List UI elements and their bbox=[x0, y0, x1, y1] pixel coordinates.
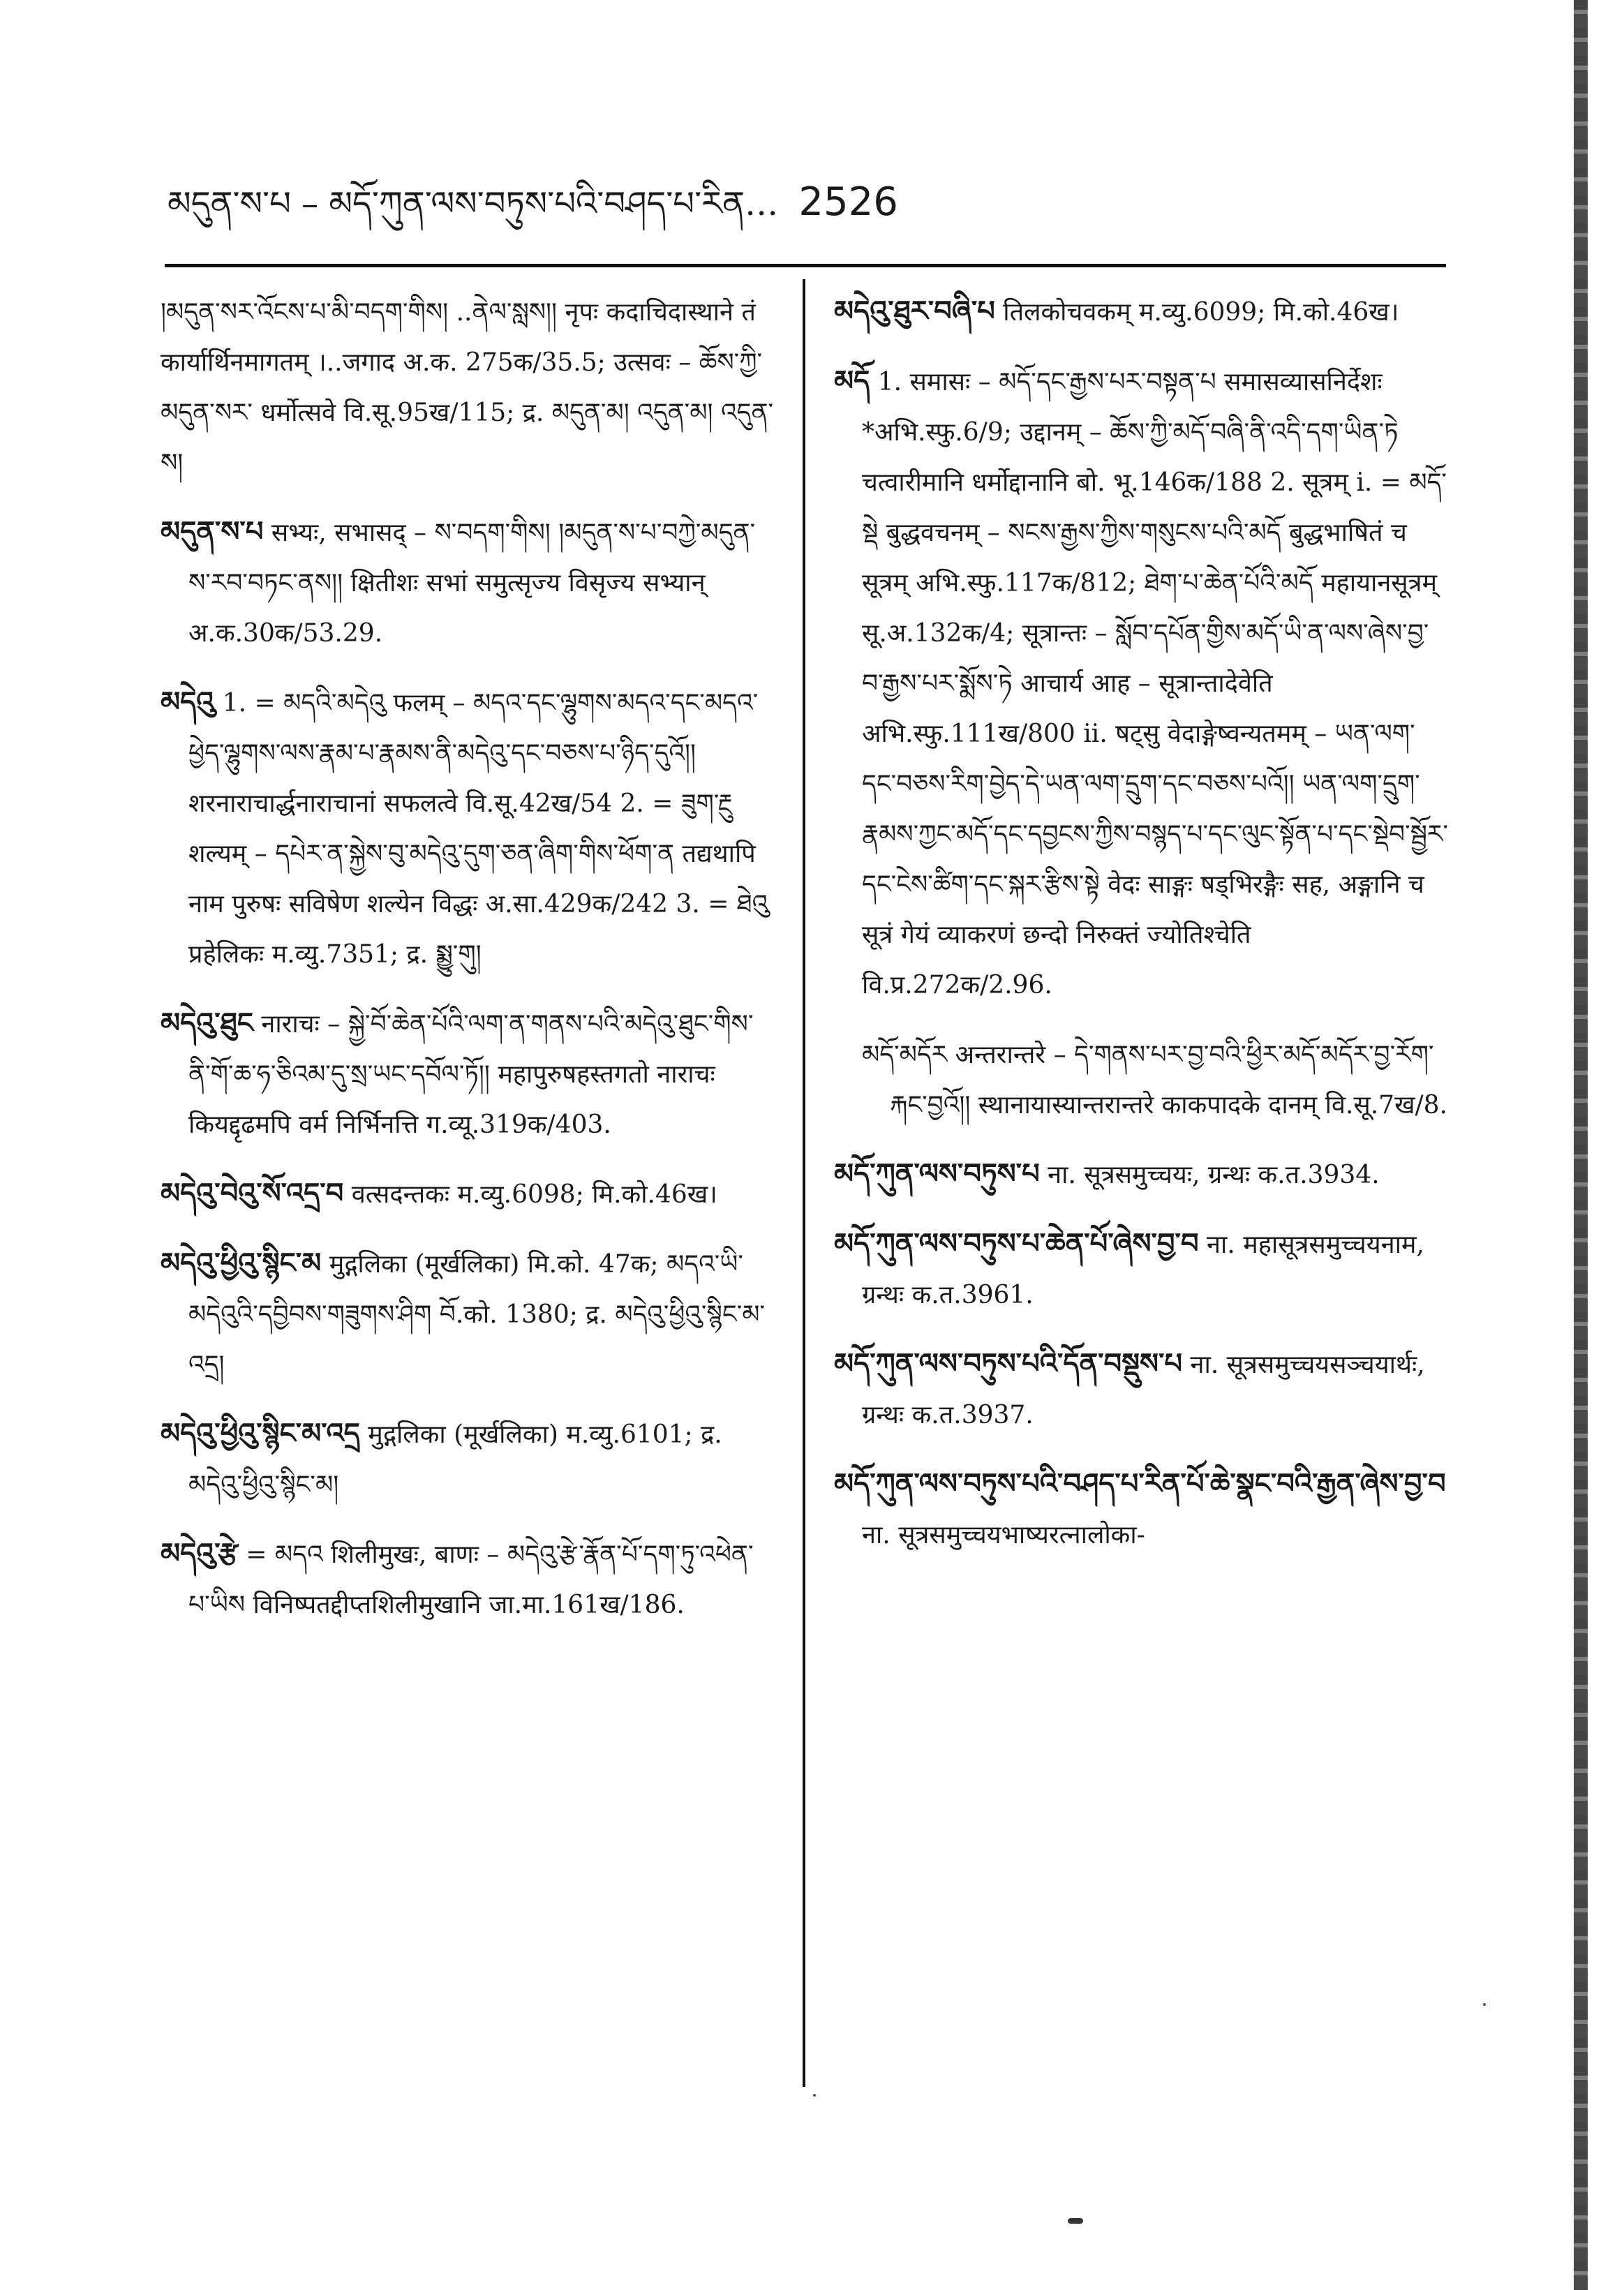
dictionary-entry bbox=[834, 356, 1448, 1011]
definition: मुद्गलिका (मूर्खलिका) म.व्यु.6101; द्र. མདེའུ་ཕྱིའུ་སྙིང་མ། bbox=[188, 1420, 722, 1499]
headword: མདེའུ་བེའུ་སོ་འདྲ་བ bbox=[161, 1177, 344, 1210]
page-number: 2526 bbox=[798, 179, 898, 225]
definition: नाराचः – སྐྱེ་བོ་ཆེན་པོའི་ལག་ན་གནས་པའི་མདེའུ་ཐུང་གིས་ནི་གོ་ཆ་ཧ་ཅིའམ་དུ་སྲ་ཡང་དབོལ་ཏོ།། महापुरुषहस्तगतो नाराचः कियद्दृढमपि वर्म निर्भिनत्ति ग.व्यू.319क/403. bbox=[188, 1010, 754, 1139]
definition: = མདའ शिलीमुखः, बाणः – མདེའུ་རྩེ་རྣོན་པོ་དག་ཏུ་འཕེན་པ་ཡིས विनिष्पतद्दीप्तशिलीमुखानि जा.मा.161ख/186. bbox=[188, 1540, 754, 1619]
dictionary-entry bbox=[161, 1168, 775, 1220]
right-column bbox=[834, 286, 1448, 1579]
headword: མདོ་ཀུན་ལས་བཏུས་པ bbox=[834, 1157, 1040, 1190]
left-column bbox=[161, 286, 775, 1649]
dictionary-entry bbox=[161, 1408, 775, 1510]
scan-speck bbox=[813, 2094, 816, 2097]
headword: མདེའུ་ཕྱིའུ་སྙིང་མ་འདྲ bbox=[161, 1417, 360, 1450]
headword: མདེའུ་ཕྱིའུ་སྙིང་མ bbox=[161, 1247, 322, 1279]
definition: वत्सदन्तकः म.व्यु.6098; मि.को.46ख। bbox=[343, 1180, 717, 1209]
page-mark bbox=[1068, 2218, 1083, 2224]
definition: सभ्यः, सभासद् – ས་བདག་གིས། །མདུན་ས་པ་བཀྱེ་མདུན་ས་རབ་བཏང་ནས།། क्षितीशः सभां समुत्सृज्य विसृज्य सभ्यान् अ.क.30क/53.29. bbox=[188, 519, 756, 648]
headword: མདེའུ་ཐུར་བཞི་པ bbox=[834, 295, 995, 327]
headword: མདོ་ཀུན་ལས་བཏུས་པའི་བཤད་པ་རིན་པོ་ཆེ་སྣང་བའི་རྒྱན་ཞེས་བྱ་བ bbox=[834, 1467, 1446, 1500]
dictionary-entry bbox=[834, 286, 1448, 338]
definition: ना. सूत्रसमुच्चयभाष्यरत्नालोका- bbox=[862, 1521, 1145, 1549]
dictionary-entry bbox=[161, 1238, 775, 1390]
headword: མདོ་ཀུན་ལས་བཏུས་པ་ཆེན་པོ་ཞེས་བྱ་བ bbox=[834, 1227, 1199, 1260]
dictionary-entry bbox=[834, 1219, 1448, 1321]
definition: ना. महासूत्रसमुच्चयनाम, ग्रन्थः क.त.3961. bbox=[862, 1230, 1424, 1309]
column-divider bbox=[803, 279, 805, 2087]
scan-speck bbox=[1483, 2003, 1486, 2006]
definition: 1. = མདའི་མདེའུ फलम् – མདའ་དང་ལྷུགས་མདའ་དང་མདའ་ཕྱེད་ལྷུགས་ལས་རྣམ་པ་རྣམས་ནི་མདེའུ་དང་བཅས་པ་ཉིད་དུའོ།། शरनाराचार्द्धनाराचानां सफलत्वे वि.सू.42ख/54 2. = ཟུག་རྔུ शल्यम् – དཔེར་ན་སྐྱེས་བུ་མདེའུ་དུག་ཅན་ཞིག་གིས་ཕོག་ན तद्यथापि नाम पुरुषः सविषेण शल्येन विद्धः अ.सा.429क/242 3. = ཐེའུ प्रहेलिकः म.व्यु.7351; द्र. སྨྱུ་གུ། bbox=[188, 689, 769, 969]
dictionary-entry bbox=[161, 507, 775, 659]
dictionary-entry bbox=[161, 998, 775, 1150]
dictionary-entry bbox=[834, 1339, 1448, 1441]
dictionary-subentry bbox=[834, 1029, 1448, 1131]
definition: མདོ་མདོར अन्तरान्तरे – དེ་གནས་པར་བྱ་བའི་ཕྱིར་མདོ་མདོར་བྱ་རོག་རྐང་བྱའོ།། स्थानायास्यान्तरान्तरे काकपादके दानम् वि.सू.7ख/8. bbox=[862, 1041, 1448, 1120]
headword: མདུན་ས་པ bbox=[161, 515, 264, 548]
dictionary-entry bbox=[161, 1529, 775, 1630]
header-rule bbox=[165, 264, 1446, 267]
definition: ना. सूत्रसमुच्चयः, ग्रन्थः क.त.3934. bbox=[1039, 1161, 1380, 1189]
headword: མདོ bbox=[834, 364, 870, 397]
headword: མདེའུ bbox=[161, 685, 215, 718]
definition: मुद्गलिका (मूर्खलिका) मि.को. 47क; མདའ་ཡི་མདེའུའི་དབྱིབས་གཟུགས་ཤིག བོ.को. 1380; द्र. མདེའུ་ཕྱིའུ་སྙིང་མ་འདྲ། bbox=[188, 1250, 766, 1379]
dictionary-entry bbox=[161, 677, 775, 980]
header-title: མདུན་ས་པ – མདོ་ཀུན་ལས་བཏུས་པའི་བཤད་པ་རིན… bbox=[167, 184, 779, 223]
dictionary-entry bbox=[834, 1459, 1448, 1561]
headword: མདེའུ་རྩེ bbox=[161, 1537, 238, 1570]
dictionary-entry bbox=[834, 1149, 1448, 1200]
headword: མདེའུ་ཐུང bbox=[161, 1006, 253, 1039]
definition: ना. सूत्रसमुच्चयसञ्चयार्थः, ग्रन्थः क.त.3937. bbox=[862, 1351, 1425, 1429]
definition: 1. समासः – མདོ་དང་རྒྱས་པར་བསྟན་པ समासव्यासनिर्देशः *अभि.स्फु.6/9; उद्दानम् – ཆོས་ཀྱི་མདོ་བཞི་ནི་འདི་དག་ཡིན་ཏེ चत्वारीमानि धर्मोद्दानानि बो. भू.146क/188 2. सूत्रम् i. = མདོ་སྡེ बुद्धवचनम् – སངས་རྒྱས་ཀྱིས་གསུངས་པའི་མདོ बुद्धभाषितं च सूत्रम् अभि.स्फु.117क/812; ཐེག་པ་ཆེན་པོའི་མདོ महायानसूत्रम् सू.अ.132क/4; सूत्रान्तः – སློབ་དཔོན་གྱིས་མདོ་ཡི་ན་ལས་ཞེས་བྱ་བ་རྒྱས་པར་སྨོས་ཏེ आचार्य आह – सूत्रान्तादेवेति अभि.स्फु.111ख/800 ii. षट्सु वेदाङ्गेष्वन्यतमम् – ཡན་ལག་དང་བཅས་རིག་བྱེད་དེ་ཡན་ལག་དྲུག་དང་བཅས་པའོ།། ཡན་ལག་དྲུག་རྣམས་ཀྱང་མདོ་དང་དབྱངས་ཀྱིས་བསྙད་པ་དང་ལུང་སྟོན་པ་དང་སྡེབ་སྦྱོར་དང་ངེས་ཚིག་དང་སྐར་རྩིས་སྟེ वेदः साङ्गः षड्भिरङ्गैः सह, अङ्गानि च सूत्रं गेयं व्याकरणं छन्दो निरुक्तं ज्योतिश्चेति वि.प्र.272क/2.96. bbox=[862, 368, 1448, 999]
scan-edge-shadow bbox=[1574, 0, 1588, 2290]
running-header bbox=[167, 174, 1493, 232]
definition: तिलकोचवकम् म.व्यु.6099; मि.को.46ख। bbox=[994, 298, 1399, 327]
headword: མདོ་ཀུན་ལས་བཏུས་པའི་དོན་བསྡུས་པ bbox=[834, 1347, 1183, 1380]
dictionary-entry: །མདུན་སར་འོངས་པ་མི་བདག་གིས། ..ནེལ་སླས།། नृपः कदाचिदास्थाने तं कार्यार्थिनमागतम् ।..जगाद अ.क. 275क/35.5; उत्सवः – ཆོས་ཀྱི་མདུན་སར་ धर्मोत्सवे वि.सू.95ख/115; द्र. མདུན་མ། འདུན་མ། འདུན་ས། bbox=[161, 298, 774, 477]
